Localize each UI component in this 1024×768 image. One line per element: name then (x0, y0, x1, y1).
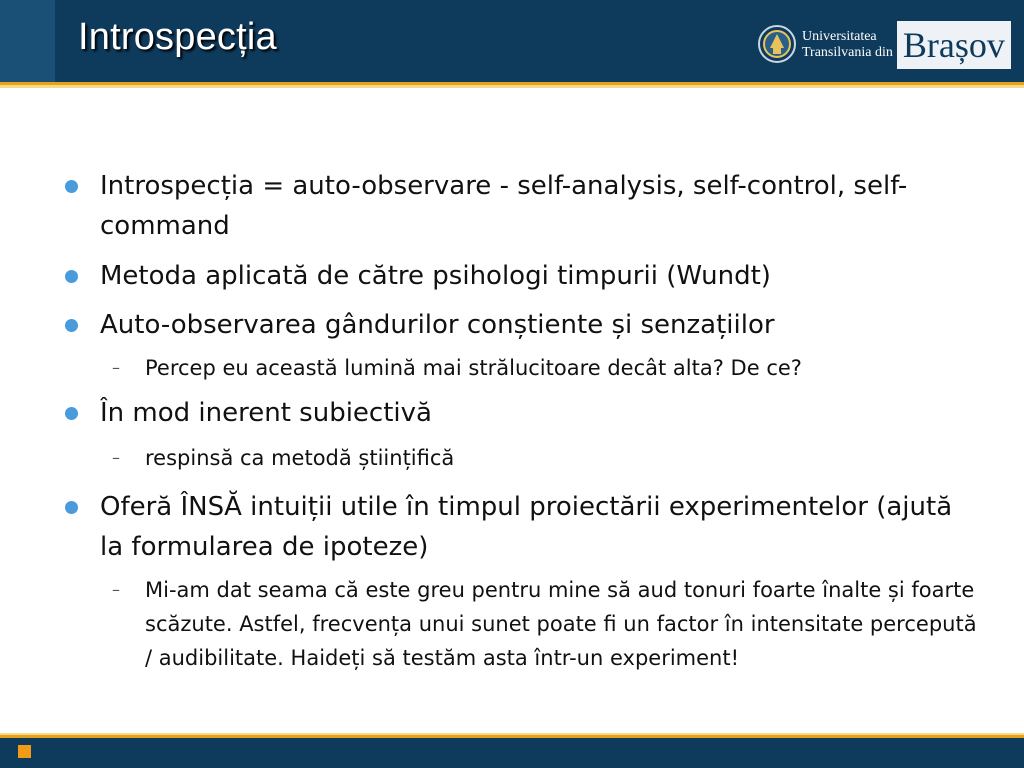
bullet-text: Metoda aplicată de către psihologi timpurii (Wundt) (100, 261, 771, 291)
bullet-text: În mod inerent subiectivă (100, 398, 432, 428)
dash-icon: – (112, 358, 120, 377)
bullet-item (100, 305, 980, 345)
header-left-block (0, 0, 55, 82)
bullet-dot-icon (65, 501, 78, 514)
bullet-dot-icon (65, 319, 78, 332)
footer-square-icon (18, 745, 31, 758)
dash-icon: – (112, 448, 120, 467)
sub-bullet-text: Percep eu această lumină mai strălucitoare decât alta? De ce? (145, 356, 802, 380)
university-crest-icon (756, 20, 798, 70)
slide-footer (0, 738, 1024, 768)
logo-line-1: Universitatea (802, 29, 877, 44)
bullet-item (100, 393, 980, 433)
dash-icon: – (112, 580, 120, 599)
bullet-dot-icon (65, 407, 78, 420)
bullet-dot-icon (65, 270, 78, 283)
bullet-text: Introspecția = auto-observare - self-analysis, self-control, self-command (100, 171, 908, 241)
sub-bullet-item (112, 573, 985, 675)
logo-line-2: Transilvania din (802, 45, 893, 60)
bullet-text: Auto-observarea gândurilor conștiente și senzațiilor (100, 310, 775, 340)
logo-city: Brașov (897, 21, 1011, 69)
university-logo (756, 16, 1024, 74)
sub-bullet-text: respinsă ca metodă științifică (145, 446, 455, 470)
bullet-text: Oferă ÎNSĂ intuiții utile în timpul proiectării experimentelor (ajută la formularea de ipoteze) (100, 492, 953, 562)
sub-bullet-text: Mi-am dat seama că este greu pentru mine să aud tonuri foarte înalte și foarte scăzute. Astfel, frecvența unui sunet poate fi un factor în intensitate percepută / audibilitate. Haideți să testăm asta într-un experiment! (145, 578, 977, 670)
slide-header (0, 0, 1024, 82)
sub-bullet-item (112, 351, 985, 385)
bullet-dot-icon (65, 180, 78, 193)
slide-title: Introspecția (78, 16, 277, 58)
logo-text (802, 29, 893, 61)
bullet-item (100, 166, 980, 246)
bullet-item (100, 256, 980, 296)
header-accent-line-light (0, 85, 1024, 88)
bullet-item (100, 487, 980, 567)
sub-bullet-item (112, 441, 985, 475)
